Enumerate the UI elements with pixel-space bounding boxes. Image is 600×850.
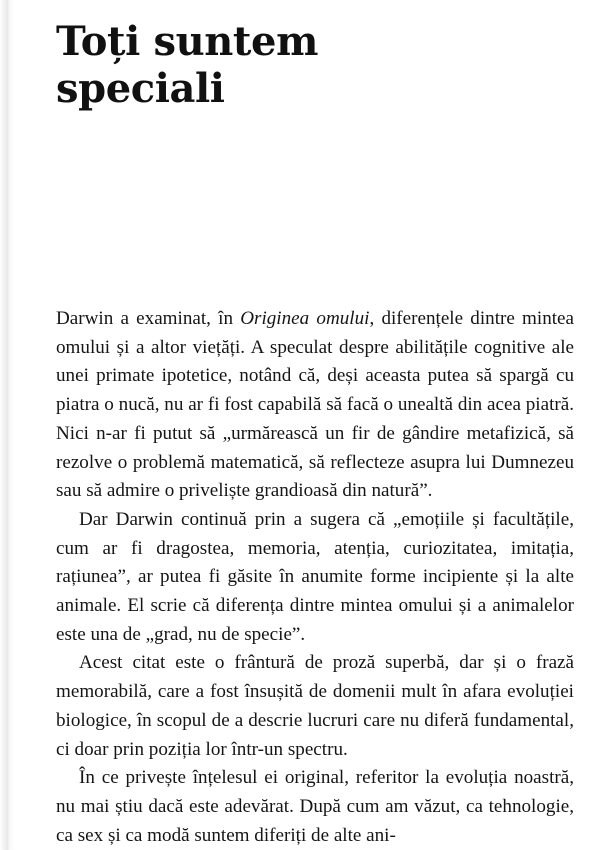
paragraph: Darwin a examinat, în Originea omului, diferențele dintre mintea omului și a altor viețăți. A speculat despre abilitățile cognitive ale unei primate ipotetice, notând că, deși aceasta putea să spargă cu piatra o nucă, nu ar fi fost capabilă să facă o unealtă din acea piatră. Nici n-ar fi putut să „urmărească un fir de gândire metafizică, să rezolve o problemă matematică, să reflecteze asupra lui Dumnezeu sau să admire o priveliște grandioasă din natură”. xyxy=(56,308,575,502)
page-title xyxy=(56,18,476,112)
paragraph: Acest citat este o frântură de proză superbă, dar și o frază memorabilă, care a fost însușită de domenii mult în afara evoluției biologice, în scopul de a descrie lucruri care nu diferă fundamental, ci doar prin poziția lor într-un spectru. xyxy=(56,652,574,760)
book-title-italic: Originea omului xyxy=(240,308,370,329)
page-title-line-1: Toți suntem xyxy=(56,18,318,65)
scan-gutter-shadow xyxy=(0,0,16,850)
paragraph: În ce privește înțelesul ei original, referitor la evoluția noastră, nu mai știu dacă este adevărat. După cum am văzut, ca tehnologie, ca sex și ca modă suntem diferiți de alte ani- xyxy=(56,767,574,846)
paragraph: Dar Darwin continuă prin a sugera că „emoțiile și facultățile, cum ar fi dragostea, memoria, atenția, curiozitatea, imitația, rațiunea”, ar putea fi găsite în anumite forme incipiente și la alte animale. El scrie că diferența dintre mintea omului și a animalelor este una de „grad, nu de specie”. xyxy=(56,508,574,645)
page-title-line-2: speciali xyxy=(56,65,225,112)
body-text-column xyxy=(56,305,574,850)
